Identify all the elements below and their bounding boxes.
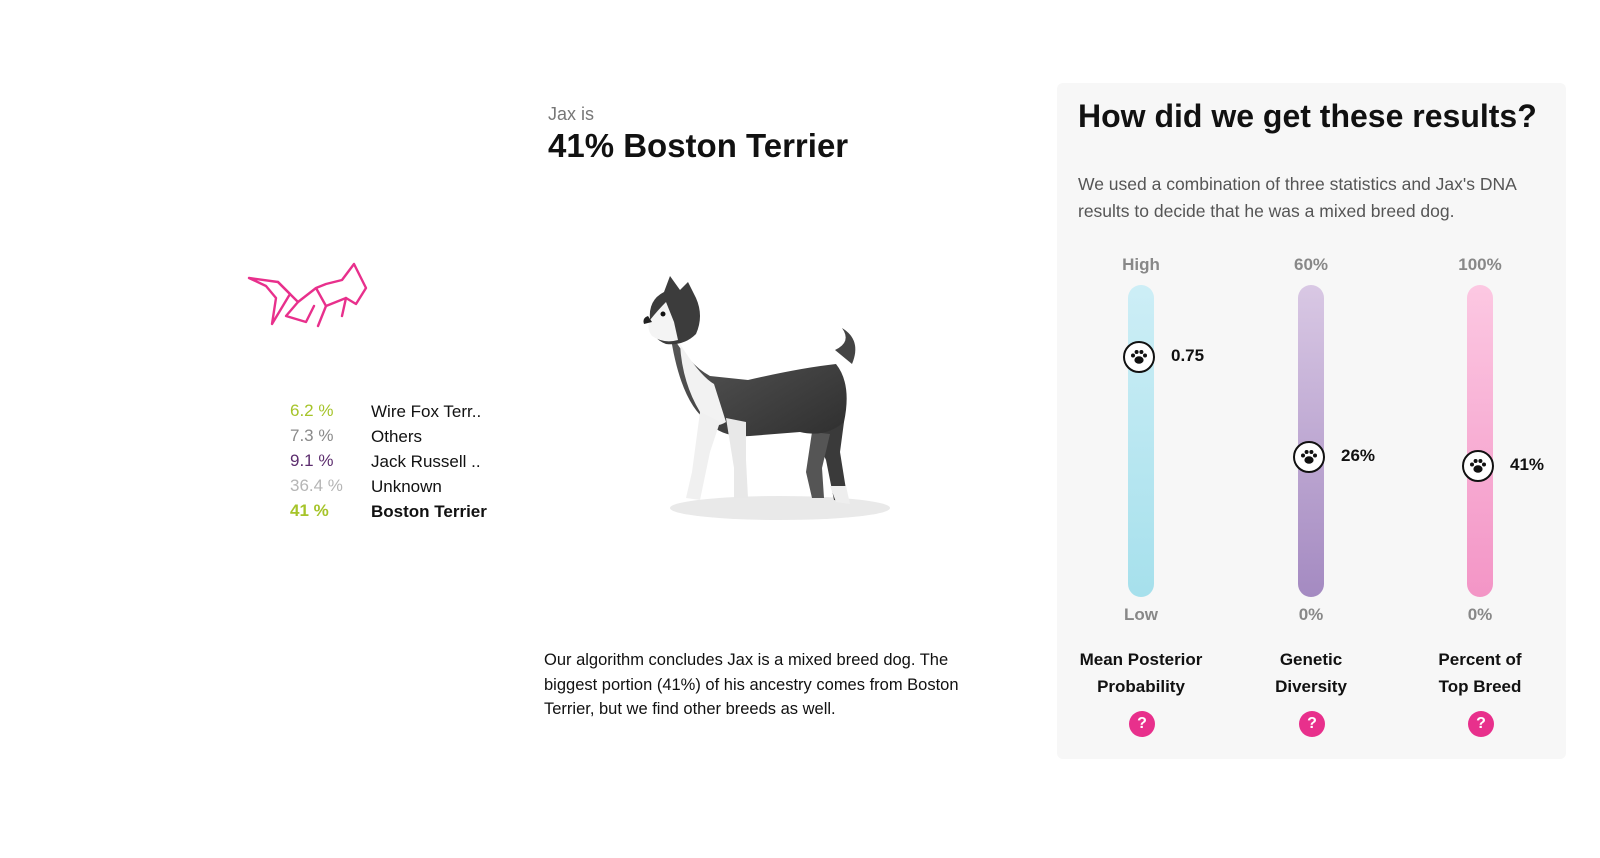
scale-track bbox=[1128, 285, 1154, 597]
scale-bottom-label: 0% bbox=[1467, 605, 1493, 624]
metric-name bbox=[1061, 646, 1221, 700]
breed-name: Unknown bbox=[371, 477, 442, 496]
scale-track bbox=[1467, 285, 1493, 597]
panel-description: We used a combination of three statistics and Jax's DNA results to decide that he was a mixed breed dog. bbox=[1078, 174, 1516, 221]
metric-name-line: Diversity bbox=[1275, 677, 1347, 696]
breed-list bbox=[290, 401, 530, 526]
breed-percentage: 6.2 % bbox=[290, 401, 334, 420]
metric-percent-of-top-breed bbox=[1400, 251, 1560, 751]
results-explanation-panel bbox=[1057, 83, 1566, 759]
paw-icon bbox=[1123, 341, 1155, 373]
scale-top-label: High bbox=[1122, 255, 1160, 274]
breed-name: Others bbox=[371, 427, 423, 446]
metric-value: 26% bbox=[1341, 445, 1376, 465]
breed-percentage: 36.4 % bbox=[290, 476, 343, 495]
metric-name-line: Probability bbox=[1097, 677, 1185, 696]
breed-row bbox=[290, 451, 530, 476]
paw-icon bbox=[1462, 450, 1494, 482]
breed-row bbox=[290, 401, 530, 426]
breed-percentage: 41 % bbox=[290, 501, 329, 520]
boston-terrier-image bbox=[630, 272, 900, 534]
paw-icon bbox=[1293, 441, 1325, 473]
metric-mean-posterior-probability bbox=[1061, 251, 1221, 751]
conclusion-text: Our algorithm concludes Jax is a mixed breed dog. The biggest portion (41%) of his ancestry comes from Boston Terrier, but we find other breeds as well. bbox=[544, 651, 959, 718]
panel-title: How did we get these results? bbox=[1078, 98, 1537, 134]
metric-name-line: Percent of bbox=[1438, 650, 1522, 669]
result-subtitle: Jax is bbox=[548, 104, 595, 124]
metric-name bbox=[1400, 646, 1560, 700]
scale-top-label: 60% bbox=[1293, 255, 1329, 274]
metric-name bbox=[1231, 646, 1391, 700]
breed-name: Jack Russell .. bbox=[371, 452, 481, 471]
result-headline: 41% Boston Terrier bbox=[548, 127, 849, 164]
breed-row-top bbox=[290, 501, 530, 526]
breed-percentage: 7.3 % bbox=[290, 426, 334, 445]
metric-value: 0.75 bbox=[1171, 345, 1205, 365]
metric-name-line: Genetic bbox=[1279, 650, 1343, 669]
breed-name: Wire Fox Terr.. bbox=[371, 402, 482, 421]
help-button[interactable]: ? bbox=[1468, 711, 1494, 737]
help-button[interactable]: ? bbox=[1129, 711, 1155, 737]
help-button[interactable]: ? bbox=[1299, 711, 1325, 737]
breed-row bbox=[290, 426, 530, 451]
breed-percentage: 9.1 % bbox=[290, 451, 334, 470]
metric-genetic-diversity bbox=[1231, 251, 1391, 751]
scale-top-label: 100% bbox=[1458, 255, 1502, 274]
metric-value: 41% bbox=[1510, 454, 1545, 474]
metric-name-line: Top Breed bbox=[1438, 677, 1522, 696]
scale-bottom-label: 0% bbox=[1298, 605, 1324, 624]
geometric-dog-logo bbox=[246, 258, 372, 332]
scale-bottom-label: Low bbox=[1124, 605, 1158, 624]
breed-row bbox=[290, 476, 530, 501]
breed-name: Boston Terrier bbox=[371, 502, 487, 521]
metric-name-line: Mean Posterior bbox=[1079, 650, 1203, 669]
